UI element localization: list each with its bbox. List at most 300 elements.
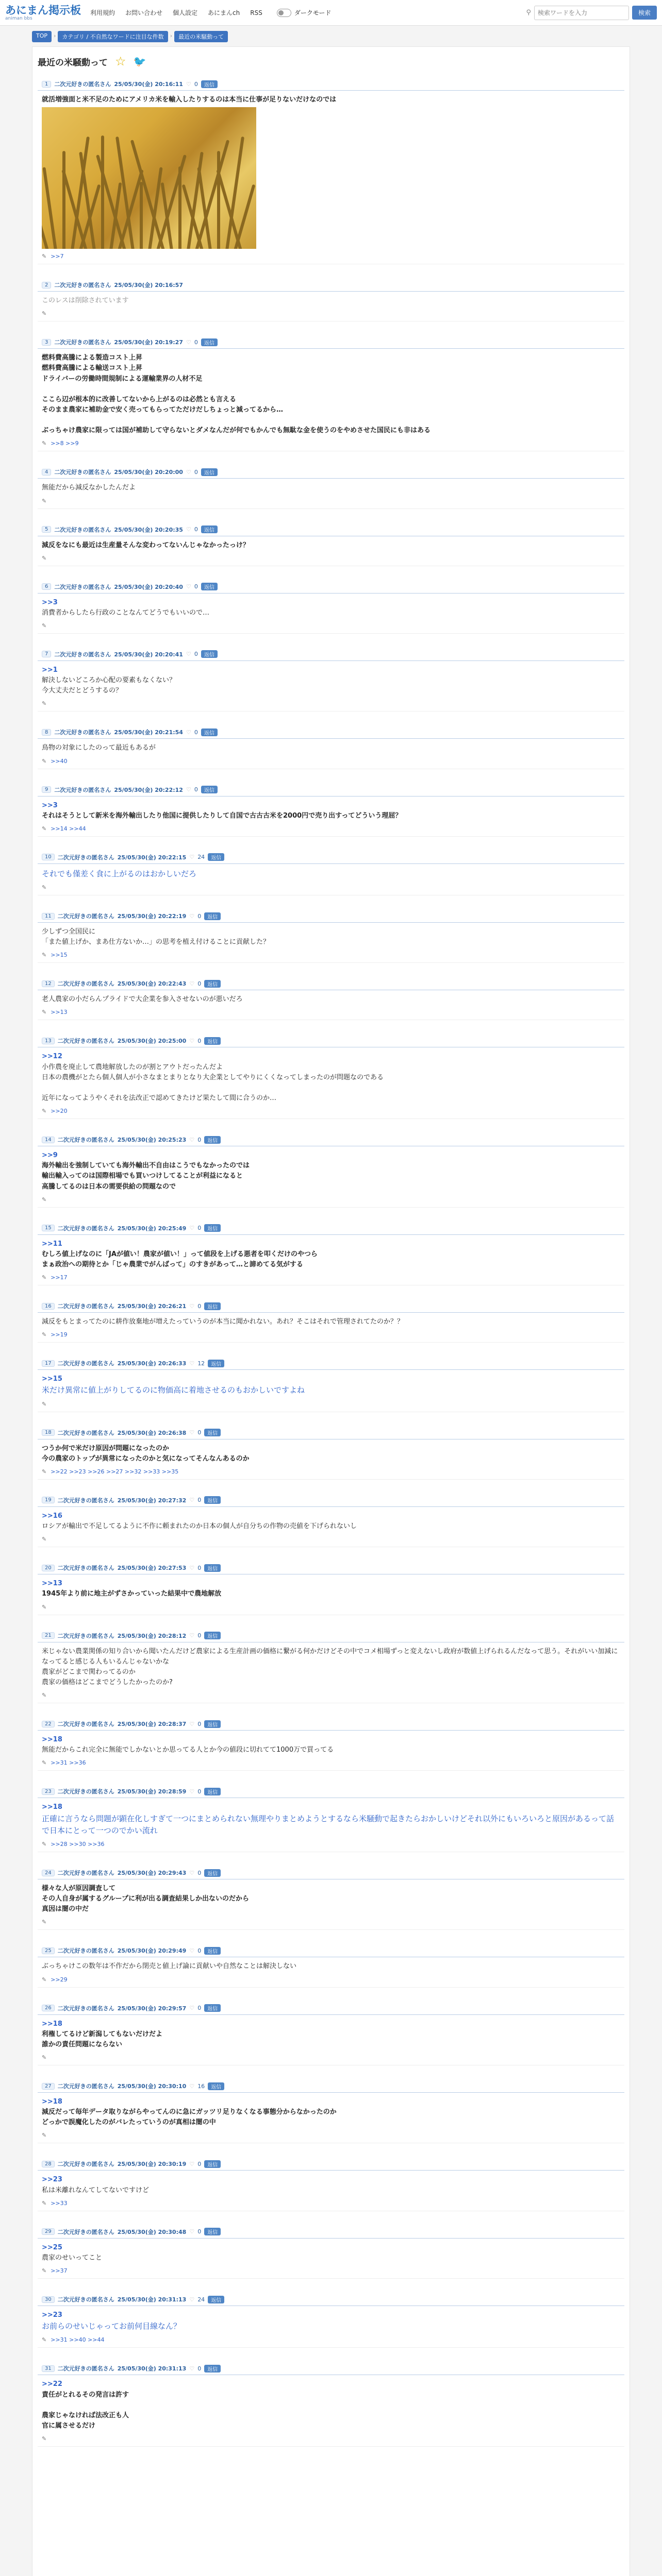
post-text-line: 今の農家のトップが異常になったのかと気になってそんなんあるのか bbox=[42, 1454, 250, 1463]
post-number[interactable]: 24 bbox=[42, 1870, 55, 1876]
post-date: 25/05/30(金) 20:16:11 bbox=[114, 81, 183, 88]
reply-anchor[interactable]: >>23 bbox=[42, 2311, 62, 2319]
poster-name: 二次元好きの匿名さん bbox=[57, 1721, 114, 1728]
post-body bbox=[38, 1879, 624, 1918]
post-header bbox=[38, 1223, 624, 1235]
post-date: 25/05/30(金) 20:30:10 bbox=[117, 2083, 187, 2090]
heart-icon[interactable]: ♡ bbox=[189, 1429, 195, 1436]
post-text-line: 農家のせいってこと bbox=[42, 2253, 103, 2262]
reply-anchor[interactable]: >>12 bbox=[42, 1053, 62, 1061]
post-header bbox=[38, 1358, 624, 1370]
nav-link[interactable]: 個人設定 bbox=[173, 9, 198, 16]
post-number[interactable]: 10 bbox=[42, 854, 55, 860]
like-count: 0 bbox=[197, 912, 202, 920]
reply-links[interactable]: >>19 bbox=[51, 1331, 68, 1338]
pencil-icon[interactable]: ✎ bbox=[42, 2199, 47, 2207]
poster-name: 二次元好きの匿名さん bbox=[54, 729, 111, 736]
reply-links[interactable]: >>7 bbox=[51, 253, 64, 260]
post-text-line: 利権してるけど新潟してもないだけだよ bbox=[42, 2030, 163, 2038]
post-number[interactable]: 22 bbox=[42, 1721, 55, 1727]
post-body bbox=[38, 1146, 624, 1195]
pencil-icon[interactable]: ✎ bbox=[42, 554, 47, 562]
post bbox=[38, 524, 624, 566]
post-number[interactable]: 28 bbox=[42, 2161, 55, 2167]
post bbox=[38, 2363, 624, 2447]
pencil-icon[interactable]: ✎ bbox=[42, 622, 47, 629]
reply-button[interactable]: 返信 bbox=[204, 1496, 221, 1504]
pencil-icon[interactable]: ✎ bbox=[42, 1331, 47, 1338]
reply-button[interactable]: 返信 bbox=[204, 2228, 221, 2235]
like-count: 24 bbox=[197, 2296, 205, 2303]
post-date: 25/05/30(金) 20:26:21 bbox=[117, 1303, 187, 1310]
pencil-icon[interactable]: ✎ bbox=[42, 2132, 47, 2139]
post-header bbox=[38, 2227, 624, 2239]
poster-name: 二次元好きの匿名さん bbox=[57, 1870, 114, 1877]
reply-links[interactable]: >>28 >>30 >>36 bbox=[51, 1841, 105, 1848]
post-number[interactable]: 16 bbox=[42, 1303, 55, 1310]
pencil-icon[interactable]: ✎ bbox=[42, 1196, 47, 1203]
reply-anchor[interactable]: >>3 bbox=[42, 598, 58, 606]
post bbox=[38, 1134, 624, 1208]
reply-links[interactable]: >>40 bbox=[51, 757, 68, 765]
post-footer bbox=[38, 1758, 624, 1770]
pencil-icon[interactable]: ✎ bbox=[42, 2336, 47, 2344]
pencil-icon[interactable]: ✎ bbox=[42, 825, 47, 832]
post bbox=[38, 1495, 624, 1547]
post-number[interactable]: 17 bbox=[42, 1360, 55, 1367]
reply-links[interactable]: >>20 bbox=[51, 1108, 68, 1115]
reply-links[interactable]: >>29 bbox=[51, 1976, 68, 1983]
post-date: 25/05/30(金) 20:20:40 bbox=[114, 583, 183, 590]
post bbox=[38, 582, 624, 634]
heart-icon[interactable]: ♡ bbox=[189, 2228, 195, 2235]
post-text-line: 今大丈夫だとどうするの？ bbox=[42, 687, 123, 695]
post-date: 25/05/30(金) 20:20:41 bbox=[114, 651, 183, 658]
post-text-line: まぁ政治への期待とか「じゃ農業でがんばって」のすきがあって…と諦めてる気がする bbox=[42, 1261, 303, 1269]
post-header bbox=[38, 1301, 624, 1313]
post-text-line bbox=[42, 2400, 620, 2411]
reply-anchor[interactable]: >>18 bbox=[42, 1736, 62, 1744]
reply-anchor[interactable]: >>25 bbox=[42, 2243, 62, 2251]
reply-button[interactable]: 返信 bbox=[204, 2160, 221, 2168]
heart-icon[interactable]: ♡ bbox=[189, 1788, 195, 1795]
twitter-share-icon[interactable]: 🐦 bbox=[133, 55, 146, 67]
post-footer bbox=[38, 1691, 624, 1703]
post bbox=[38, 2227, 624, 2279]
poster-name: 二次元好きの匿名さん bbox=[57, 1429, 114, 1436]
post-footer bbox=[38, 1840, 624, 1852]
reply-button[interactable]: 返信 bbox=[201, 526, 218, 533]
post-text-line: 真因は闇の中だ bbox=[42, 1905, 89, 1913]
post-number[interactable]: 26 bbox=[42, 2005, 55, 2011]
post-header bbox=[38, 79, 624, 91]
reply-button[interactable]: 返信 bbox=[204, 1136, 221, 1144]
post-header bbox=[38, 2294, 624, 2306]
post-text-line: このレスは削除されています bbox=[42, 297, 129, 305]
poster-name: 二次元好きの匿名さん bbox=[57, 980, 114, 988]
post-date: 25/05/30(金) 20:27:53 bbox=[117, 1565, 187, 1572]
post-footer bbox=[38, 497, 624, 509]
reply-button[interactable]: 返信 bbox=[201, 728, 218, 736]
pencil-icon[interactable]: ✎ bbox=[42, 1919, 47, 1926]
poster-name: 二次元好きの匿名さん bbox=[57, 1137, 114, 1144]
post-body bbox=[38, 2239, 624, 2266]
post-number[interactable]: 8 bbox=[42, 729, 51, 736]
heart-icon[interactable]: ♡ bbox=[186, 338, 191, 346]
reply-button[interactable]: 返信 bbox=[201, 338, 218, 346]
post-number[interactable]: 12 bbox=[42, 980, 55, 987]
post-text-line: 燃料費高騰による輸送コスト上昇 bbox=[42, 364, 143, 372]
heart-icon[interactable]: ♡ bbox=[189, 2005, 195, 2012]
pencil-icon[interactable]: ✎ bbox=[42, 884, 47, 891]
post-date: 25/05/30(金) 20:25:00 bbox=[117, 1038, 187, 1045]
reply-links[interactable]: >>37 bbox=[51, 2267, 68, 2274]
pencil-icon[interactable]: ✎ bbox=[42, 1274, 47, 1281]
search-area bbox=[526, 6, 657, 20]
like-count: 0 bbox=[197, 1037, 202, 1044]
post-number[interactable]: 14 bbox=[42, 1137, 55, 1143]
reply-button[interactable]: 返信 bbox=[208, 2296, 224, 2303]
post-text-line: 消費者からしたら行政のことなんてどうでもいいので… bbox=[42, 608, 210, 617]
toggle-switch-icon[interactable] bbox=[277, 9, 291, 17]
breadcrumb-separator: › bbox=[170, 32, 173, 39]
breadcrumb-separator: › bbox=[54, 32, 56, 39]
heart-icon[interactable]: ♡ bbox=[189, 2160, 195, 2167]
post-number[interactable]: 18 bbox=[42, 1429, 55, 1436]
heart-icon[interactable]: ♡ bbox=[186, 583, 191, 590]
poster-name: 二次元好きの匿名さん bbox=[57, 2083, 114, 2090]
post-text-line: ぶっちゃけ農家に限っては国が補助して守らないとダメなんだが何でもかんでも無駄な金を使うのをやめさせた国民にも非はある bbox=[42, 427, 431, 435]
poster-name: 二次元好きの匿名さん bbox=[57, 913, 114, 920]
post-header bbox=[38, 1428, 624, 1439]
post-body bbox=[38, 661, 624, 699]
pencil-icon[interactable]: ✎ bbox=[42, 700, 47, 707]
post-date: 25/05/30(金) 20:28:59 bbox=[117, 1788, 187, 1795]
reply-button[interactable]: 返信 bbox=[204, 1869, 221, 1877]
post-number[interactable]: 11 bbox=[42, 913, 55, 920]
pencil-icon[interactable]: ✎ bbox=[42, 1841, 47, 1848]
post-date: 25/05/30(金) 20:25:49 bbox=[117, 1225, 187, 1232]
post-body bbox=[38, 990, 624, 1008]
post-number[interactable]: 13 bbox=[42, 1038, 55, 1044]
reply-button[interactable]: 返信 bbox=[208, 2082, 224, 2090]
heart-icon[interactable]: ♡ bbox=[189, 2082, 195, 2090]
post-body bbox=[38, 2093, 624, 2131]
heart-icon[interactable]: ♡ bbox=[189, 1302, 195, 1310]
heart-icon[interactable]: ♡ bbox=[189, 1564, 195, 1571]
site-name[interactable]: あにまん掲示板 bbox=[5, 4, 81, 16]
post-body bbox=[38, 1235, 624, 1273]
reply-button[interactable]: 返信 bbox=[204, 1037, 221, 1045]
post-footer bbox=[38, 883, 624, 895]
pencil-icon[interactable]: ✎ bbox=[42, 2054, 47, 2061]
heart-icon[interactable]: ♡ bbox=[189, 1869, 195, 1876]
post bbox=[38, 1223, 624, 1285]
reply-links[interactable]: >>31 >>36 bbox=[51, 1759, 86, 1767]
post-text-line: 解決しないどころか心配の要素もなくない？ bbox=[42, 676, 176, 685]
like-count: 0 bbox=[197, 1497, 202, 1504]
reply-anchor[interactable]: >>22 bbox=[42, 2380, 62, 2388]
reply-button[interactable]: 返信 bbox=[201, 786, 218, 793]
reply-anchor[interactable]: >>3 bbox=[42, 801, 58, 809]
post-date: 25/05/30(金) 20:22:12 bbox=[114, 786, 183, 793]
post-text-line: 老人農家の小だらんプライドで大企業を参入させないのが悪いだろ bbox=[42, 995, 243, 1004]
post-date: 25/05/30(金) 20:31:13 bbox=[117, 2296, 187, 2303]
post-number[interactable]: 29 bbox=[42, 2228, 55, 2235]
pencil-icon[interactable]: ✎ bbox=[42, 2435, 47, 2443]
post-footer bbox=[38, 252, 624, 264]
heart-icon[interactable]: ♡ bbox=[189, 980, 195, 987]
post-date: 25/05/30(金) 20:21:54 bbox=[114, 729, 183, 736]
post-footer bbox=[38, 1535, 624, 1547]
reply-anchor[interactable]: >>9 bbox=[42, 1151, 58, 1160]
post-number[interactable]: 1 bbox=[42, 81, 51, 88]
reply-button[interactable]: 返信 bbox=[201, 80, 218, 88]
post-footer bbox=[38, 309, 624, 321]
favorite-star-icon[interactable]: ☆ bbox=[115, 54, 126, 69]
post-number[interactable]: 19 bbox=[42, 1497, 55, 1503]
post bbox=[38, 2294, 624, 2348]
reply-button[interactable]: 返信 bbox=[204, 1632, 221, 1639]
reply-links[interactable]: >>13 bbox=[51, 1009, 68, 1016]
pencil-icon[interactable]: ✎ bbox=[42, 1536, 47, 1543]
post-text-line: 日本の農機がとたら個人個人が小さなまとまりとなり大企業としてやりにくくなってしまったのが問題なのである bbox=[42, 1073, 384, 1081]
post-text-line: つうか何で米だけ原因が問題になったのか bbox=[42, 1444, 170, 1452]
search-button[interactable]: 検索 bbox=[632, 6, 657, 20]
reply-links[interactable]: >>33 bbox=[51, 2199, 68, 2207]
post-body bbox=[38, 1370, 624, 1399]
heart-icon[interactable]: ♡ bbox=[189, 2365, 195, 2372]
pencil-icon[interactable]: ✎ bbox=[42, 1400, 47, 1408]
reply-button[interactable]: 返信 bbox=[204, 912, 221, 920]
like-count: 12 bbox=[197, 1360, 205, 1367]
reply-button[interactable]: 返信 bbox=[204, 1302, 221, 1310]
reply-links[interactable]: >>15 bbox=[51, 952, 68, 959]
post-footer bbox=[38, 824, 624, 836]
heart-icon[interactable]: ♡ bbox=[186, 651, 191, 658]
heart-icon[interactable]: ♡ bbox=[186, 80, 191, 88]
reply-button[interactable]: 返信 bbox=[204, 2004, 221, 2012]
post-text-line: ドライバーの労働時間規制による運輸業界の人材不足 bbox=[42, 375, 203, 383]
pencil-icon[interactable]: ✎ bbox=[42, 1692, 47, 1699]
post-footer bbox=[38, 1008, 624, 1020]
post-header bbox=[38, 785, 624, 796]
reply-anchor[interactable]: >>18 bbox=[42, 2020, 62, 2028]
reply-button[interactable]: 返信 bbox=[208, 853, 224, 861]
reply-button[interactable]: 返信 bbox=[204, 1564, 221, 1572]
post-footer bbox=[38, 1330, 624, 1342]
rice-plant-image[interactable] bbox=[42, 107, 256, 249]
reply-anchor[interactable]: >>13 bbox=[42, 1580, 62, 1588]
pencil-icon[interactable]: ✎ bbox=[42, 1009, 47, 1016]
heart-icon[interactable]: ♡ bbox=[189, 854, 195, 861]
like-count: 0 bbox=[197, 1632, 202, 1639]
reply-button[interactable]: 返信 bbox=[204, 1947, 221, 1955]
reply-button[interactable]: 返信 bbox=[204, 1224, 221, 1232]
reply-anchor[interactable]: >>15 bbox=[42, 1375, 62, 1383]
post-text-line: それはそうとして新米を海外輸出したり他国に提供したりして自国で古古古米を2000円で売り出すってどういう理屈？ bbox=[42, 811, 402, 820]
heart-icon[interactable]: ♡ bbox=[186, 728, 191, 736]
pencil-icon[interactable]: ✎ bbox=[42, 1108, 47, 1115]
post-number[interactable]: 2 bbox=[42, 282, 51, 289]
reply-links[interactable]: >>8 >>9 bbox=[51, 440, 79, 447]
post-number[interactable]: 9 bbox=[42, 786, 51, 793]
post-number[interactable]: 30 bbox=[42, 2296, 55, 2303]
post-date: 25/05/30(金) 20:20:00 bbox=[114, 469, 183, 476]
post-footer bbox=[38, 2131, 624, 2143]
search-input[interactable] bbox=[534, 6, 629, 20]
pencil-icon[interactable]: ✎ bbox=[42, 952, 47, 959]
heart-icon[interactable]: ♡ bbox=[186, 526, 191, 533]
heart-icon[interactable]: ♡ bbox=[189, 1720, 195, 1727]
heart-icon[interactable]: ♡ bbox=[186, 786, 191, 793]
post-text-line: 農家じゃなければ法改正も人 bbox=[42, 2411, 129, 2419]
reply-anchor[interactable]: >>18 bbox=[42, 2098, 62, 2106]
post-number[interactable]: 15 bbox=[42, 1225, 55, 1231]
post-footer bbox=[38, 1400, 624, 1412]
heart-icon[interactable]: ♡ bbox=[186, 468, 191, 476]
like-count: 16 bbox=[197, 2082, 205, 2090]
post-number[interactable]: 27 bbox=[42, 2083, 55, 2090]
poster-name: 二次元好きの匿名さん bbox=[54, 81, 111, 88]
post-body bbox=[38, 1957, 624, 1975]
post bbox=[38, 1868, 624, 1930]
pencil-icon[interactable]: ✎ bbox=[42, 253, 47, 260]
reply-anchor[interactable]: >>11 bbox=[42, 1240, 62, 1248]
like-count: 0 bbox=[194, 786, 198, 793]
heart-icon[interactable]: ♡ bbox=[189, 1136, 195, 1143]
like-count: 0 bbox=[197, 2365, 202, 2372]
darkmode-toggle[interactable] bbox=[277, 8, 332, 17]
post bbox=[38, 1631, 624, 1704]
heart-icon[interactable]: ♡ bbox=[189, 1632, 195, 1639]
reply-button[interactable]: 返信 bbox=[204, 1788, 221, 1795]
post-number[interactable]: 7 bbox=[42, 651, 51, 657]
heart-icon[interactable]: ♡ bbox=[189, 2296, 195, 2303]
nav-link[interactable]: 利用規約 bbox=[90, 9, 115, 16]
poster-name: 二次元好きの匿名さん bbox=[57, 2365, 114, 2372]
site-logo[interactable] bbox=[5, 5, 81, 21]
nav-link[interactable]: あにまんch bbox=[208, 9, 240, 16]
heart-icon[interactable]: ♡ bbox=[189, 912, 195, 920]
post-text-line: お前らのせいじゃってお前何目線なん？ bbox=[42, 2321, 181, 2331]
pencil-icon[interactable]: ✎ bbox=[42, 1976, 47, 1983]
post-footer bbox=[38, 757, 624, 769]
poster-name: 二次元好きの匿名さん bbox=[54, 651, 111, 658]
post-date: 25/05/30(金) 20:28:12 bbox=[117, 1632, 187, 1639]
heart-icon[interactable]: ♡ bbox=[189, 1947, 195, 1954]
pencil-icon[interactable]: ✎ bbox=[42, 440, 47, 447]
reply-anchor[interactable]: >>1 bbox=[42, 666, 58, 674]
post-number[interactable]: 21 bbox=[42, 1632, 55, 1639]
pencil-icon[interactable]: ✎ bbox=[42, 1759, 47, 1767]
post-list bbox=[38, 79, 624, 2447]
post-header bbox=[38, 2003, 624, 2015]
post-text-line: 官に属させるだけ bbox=[42, 2421, 96, 2430]
post-number[interactable]: 20 bbox=[42, 1565, 55, 1571]
breadcrumb-thread[interactable]: 最近の米騒動って bbox=[174, 31, 228, 42]
post-footer bbox=[38, 951, 624, 962]
reply-links[interactable]: >>14 >>44 bbox=[51, 825, 86, 832]
post-number[interactable]: 25 bbox=[42, 1947, 55, 1954]
like-count: 0 bbox=[194, 80, 198, 88]
reply-button[interactable]: 返信 bbox=[201, 650, 218, 658]
like-count: 0 bbox=[197, 2228, 202, 2235]
reply-button[interactable]: 返信 bbox=[204, 1429, 221, 1436]
reply-button[interactable]: 返信 bbox=[204, 2365, 221, 2372]
heart-icon[interactable]: ♡ bbox=[189, 1037, 195, 1044]
post-number[interactable]: 4 bbox=[42, 469, 51, 476]
reply-button[interactable]: 返信 bbox=[208, 1360, 224, 1367]
nav-link[interactable]: お問い合わせ bbox=[125, 9, 163, 16]
post-number[interactable]: 23 bbox=[42, 1788, 55, 1795]
post-text-line: むしろ値上げなのに「JAが値い！農家が値い！」って値段を上げる悪者を叩くだけのやつら bbox=[42, 1250, 318, 1258]
thread-header bbox=[38, 54, 624, 69]
pencil-icon[interactable]: ✎ bbox=[42, 310, 47, 317]
breadcrumb-top[interactable]: TOP bbox=[32, 31, 52, 42]
post-number[interactable]: 3 bbox=[42, 339, 51, 346]
heart-icon[interactable]: ♡ bbox=[189, 1497, 195, 1504]
reply-links[interactable]: >>31 >>40 >>44 bbox=[51, 2336, 105, 2344]
reply-button[interactable]: 返信 bbox=[204, 1720, 221, 1728]
post-date: 25/05/30(金) 20:22:43 bbox=[117, 980, 187, 988]
post-body bbox=[38, 1047, 624, 1107]
poster-name: 二次元好きの匿名さん bbox=[57, 1788, 114, 1795]
poster-name: 二次元好きの匿名さん bbox=[54, 583, 111, 590]
pencil-icon[interactable]: ✎ bbox=[42, 2267, 47, 2274]
post-number[interactable]: 6 bbox=[42, 583, 51, 590]
reply-links[interactable]: >>22 >>23 >>26 >>27 >>32 >>33 >>35 bbox=[51, 1468, 179, 1475]
post-date: 25/05/30(金) 20:16:57 bbox=[114, 282, 183, 289]
poster-name: 二次元好きの匿名さん bbox=[54, 282, 111, 289]
pencil-icon[interactable]: ✎ bbox=[42, 497, 47, 504]
reply-button[interactable]: 返信 bbox=[201, 468, 218, 476]
reply-anchor[interactable]: >>23 bbox=[42, 2176, 62, 2184]
post-body bbox=[38, 479, 624, 496]
poster-name: 二次元好きの匿名さん bbox=[57, 2228, 114, 2235]
poster-name: 二次元好きの匿名さん bbox=[57, 1038, 114, 1045]
breadcrumb-category[interactable]: カテゴリ / 不自然なワードに注目な件数 bbox=[58, 31, 168, 42]
post-body bbox=[38, 1798, 624, 1840]
post bbox=[38, 1719, 624, 1771]
post-text-line: 鳥物の対象にしたのって最近もあるが bbox=[42, 744, 156, 752]
reply-anchor[interactable]: >>16 bbox=[42, 1512, 62, 1520]
pencil-icon[interactable]: ✎ bbox=[42, 757, 47, 765]
post-body bbox=[38, 349, 624, 439]
heart-icon[interactable]: ♡ bbox=[189, 1225, 195, 1232]
post-number[interactable]: 5 bbox=[42, 526, 51, 533]
reply-button[interactable]: 返信 bbox=[204, 980, 221, 988]
post-text-line: 輸出輸入ってのは国際相場でも買いつけしてることが利益になると bbox=[42, 1172, 243, 1180]
like-count: 0 bbox=[197, 2160, 202, 2167]
post-header bbox=[38, 2159, 624, 2171]
reply-links[interactable]: >>17 bbox=[51, 1274, 68, 1281]
post-header bbox=[38, 524, 624, 536]
reply-button[interactable]: 返信 bbox=[201, 583, 218, 590]
pencil-icon[interactable]: ✎ bbox=[42, 1603, 47, 1611]
nav-link[interactable]: RSS bbox=[250, 9, 262, 16]
heart-icon[interactable]: ♡ bbox=[189, 1360, 195, 1367]
post-text-line: そのまま農家に補助金で安く売ってもらってただけだしちょっと減ってるから… bbox=[42, 405, 284, 414]
like-count: 0 bbox=[197, 1225, 202, 1232]
post-text-line: それでも僅差く食に上がるのはおかしいだろ bbox=[42, 869, 197, 878]
post-text-line: ここら辺が根本的に改善してないから上がるのは必然とも言える bbox=[42, 395, 237, 403]
reply-anchor[interactable]: >>18 bbox=[42, 1803, 62, 1811]
like-count: 0 bbox=[194, 468, 198, 476]
post-number[interactable]: 31 bbox=[42, 2365, 55, 2372]
pencil-icon[interactable]: ✎ bbox=[42, 1468, 47, 1475]
post-text-line: 減反をもとまってたのに耕作放棄地が増えたっていうのが本当に聞かれない。あれ？そこはそれで管理されてたのか？？ bbox=[42, 1318, 404, 1326]
